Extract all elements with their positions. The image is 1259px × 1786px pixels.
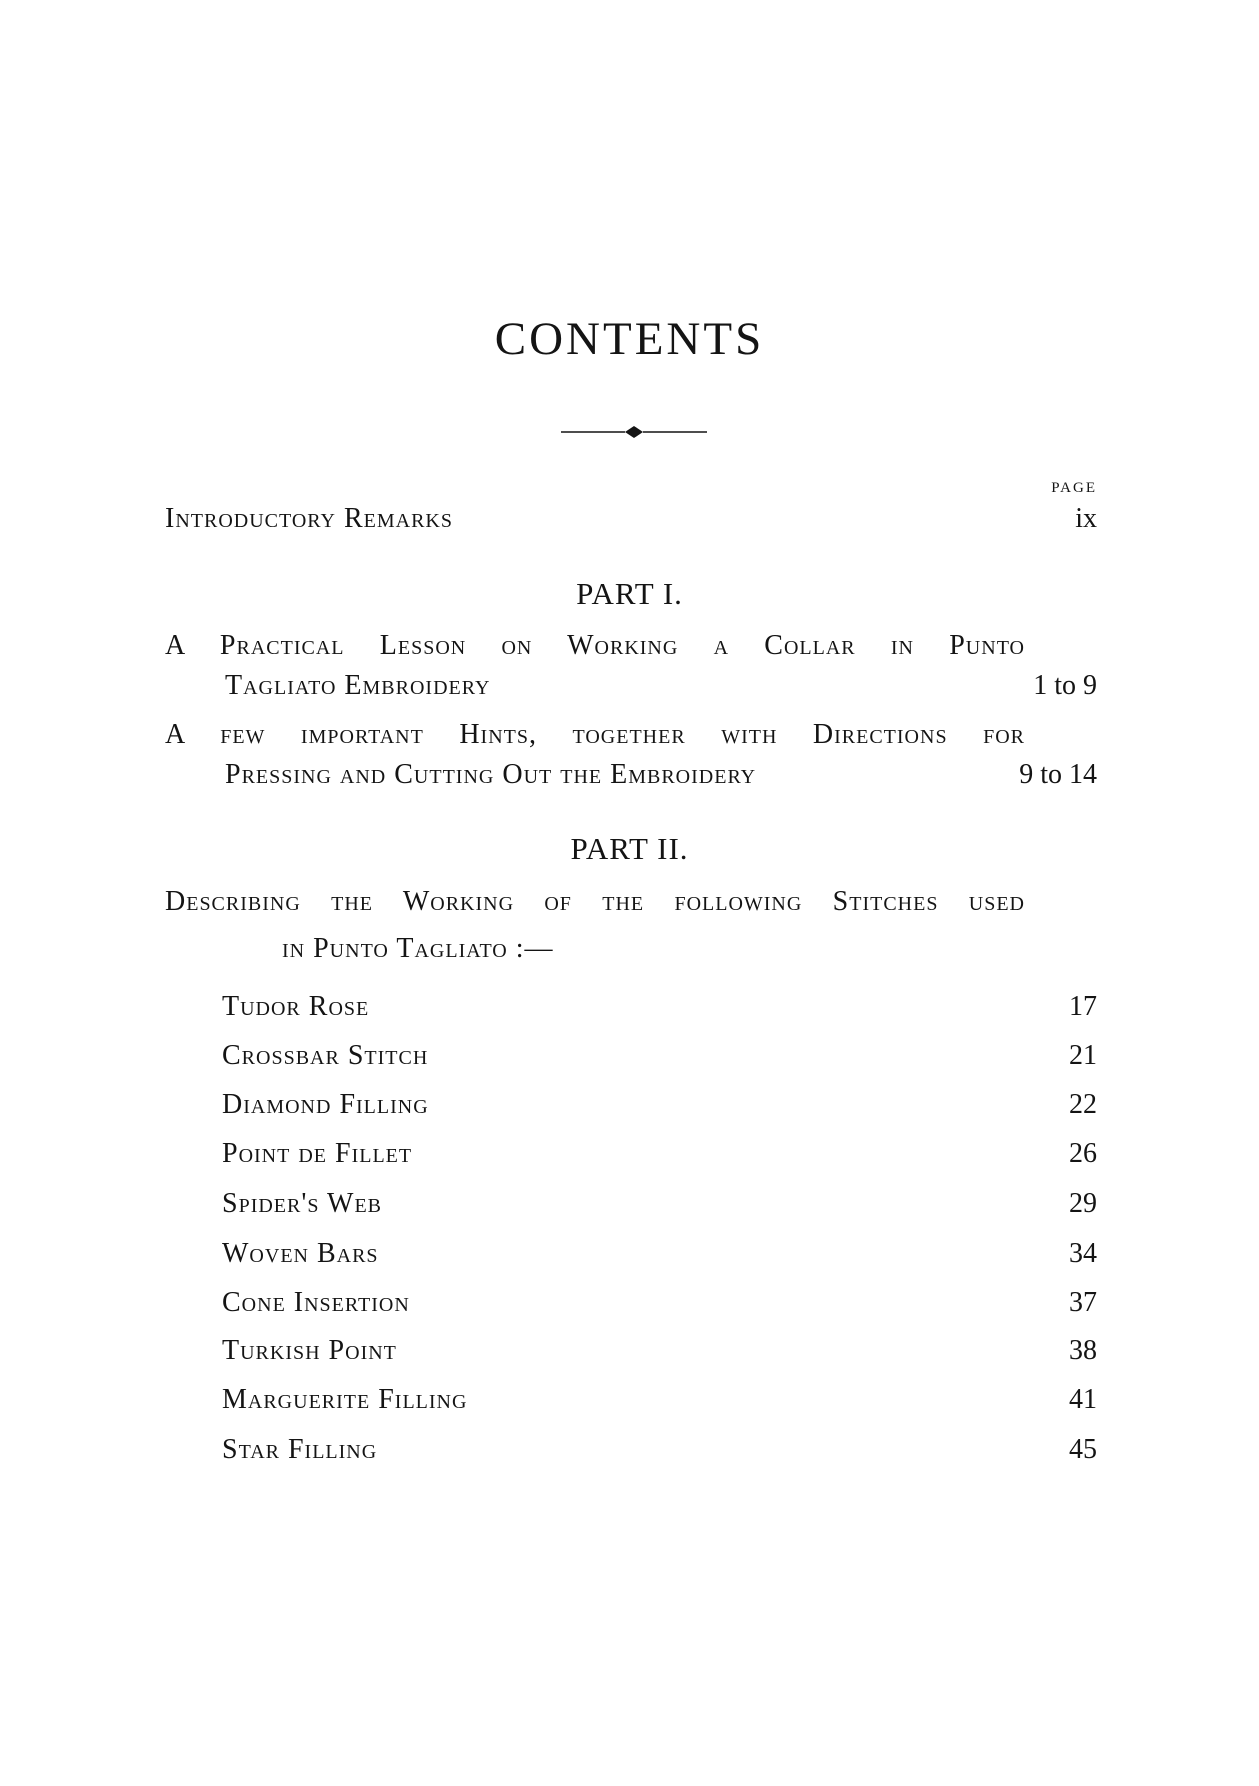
part-one-entry-1-line-2: Tagliato Embroidery — [225, 670, 491, 701]
page-column-label: PAGE — [1051, 480, 1097, 496]
part-one-entry-2-line-1: A few important Hints, together with Directions for — [165, 719, 1025, 750]
stitch-name: Star Filling — [222, 1434, 378, 1465]
diamond-rule-ornament-icon — [561, 424, 707, 440]
stitch-page: 21 — [1069, 1040, 1097, 1071]
page-title: CONTENTS — [494, 313, 765, 365]
part-one-entry-2-line-2: Pressing and Cutting Out the Embroidery — [225, 759, 757, 790]
stitch-name: Diamond Filling — [222, 1089, 429, 1120]
stitch-name: Marguerite Filling — [222, 1384, 468, 1415]
stitch-page: 38 — [1069, 1335, 1097, 1366]
stitch-page: 22 — [1069, 1089, 1097, 1120]
part-one-entry-1-page: 1 to 9 — [1033, 670, 1097, 701]
stitch-page: 41 — [1069, 1384, 1097, 1415]
stitch-page: 17 — [1069, 991, 1097, 1022]
part-one-heading: PART I. — [576, 576, 683, 611]
part-two-heading: PART II. — [570, 831, 689, 866]
stitch-page: 37 — [1069, 1287, 1097, 1318]
stitch-page: 34 — [1069, 1238, 1097, 1269]
part-one-entry-1-line-1: A Practical Lesson on Working a Collar in Punto — [165, 630, 1025, 661]
stitch-page: 45 — [1069, 1434, 1097, 1465]
stitch-name: Crossbar Stitch — [222, 1040, 429, 1071]
part-two-intro-line-1: Describing the Working of the following Stitches used — [165, 886, 1025, 917]
stitch-name: Spider's Web — [222, 1188, 383, 1219]
stitch-page: 29 — [1069, 1188, 1097, 1219]
part-two-intro-line-2: in Punto Tagliato :— — [282, 933, 554, 964]
stitch-name: Turkish Point — [222, 1335, 397, 1366]
stitch-name: Cone Insertion — [222, 1287, 410, 1318]
stitch-name: Tudor Rose — [222, 991, 370, 1022]
stitch-name: Point de Fillet — [222, 1138, 413, 1169]
stitch-page: 26 — [1069, 1138, 1097, 1169]
part-one-entry-2-page: 9 to 14 — [1019, 759, 1097, 790]
stitch-name: Woven Bars — [222, 1238, 379, 1269]
intro-entry-label: Introductory Remarks — [165, 503, 453, 534]
intro-entry-page: ix — [1075, 503, 1097, 534]
